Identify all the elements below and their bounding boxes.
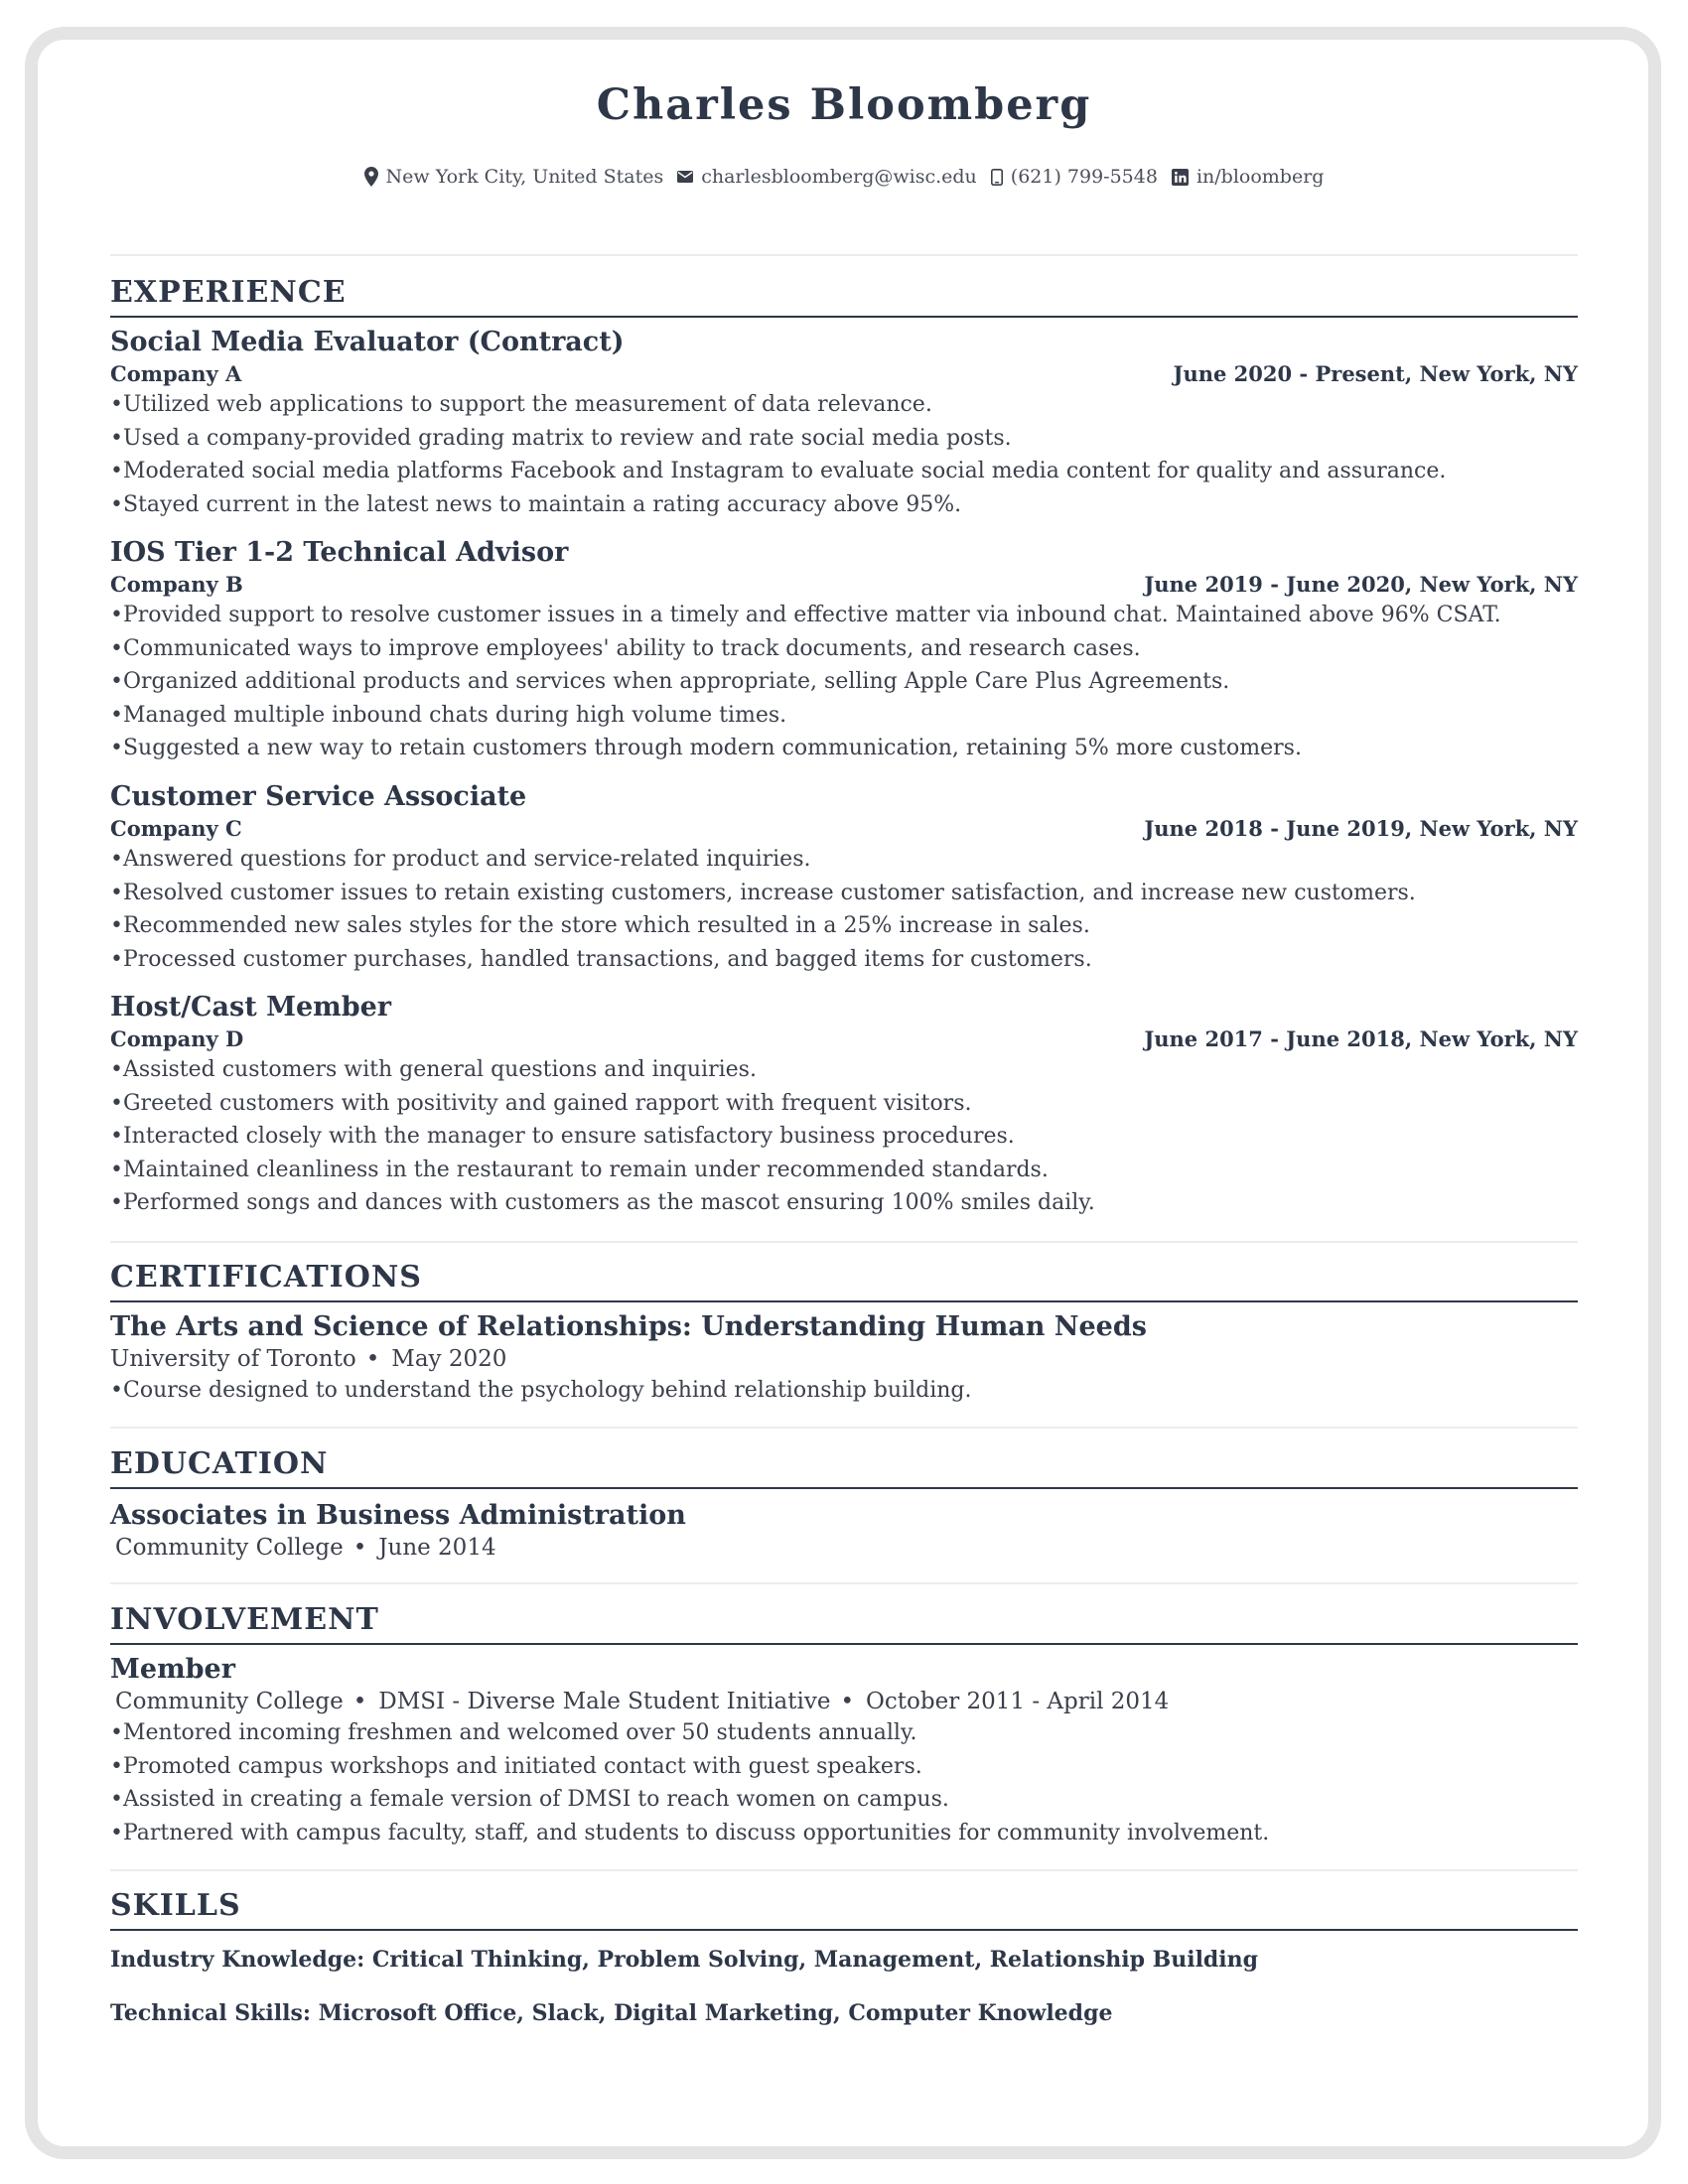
certification-meta (110, 1344, 1578, 1374)
bullet-item: • Moderated social media platforms Facebook and Instagram to evaluate social media content for quality and assurance. (110, 455, 1578, 488)
company-name: Company C (110, 816, 242, 841)
location-item (364, 166, 664, 188)
school-name: Community College (115, 1535, 344, 1561)
location-pin-icon (364, 167, 378, 187)
job-entry (110, 326, 1578, 521)
bullet-item: • Partnered with campus faculty, staff, and students to discuss opportunities for community involvement. (110, 1817, 1578, 1850)
certification-date: May 2020 (391, 1346, 507, 1372)
section-divider (110, 1241, 1578, 1243)
skills-entry (110, 1945, 1578, 2028)
candidate-name: Charles Bloomberg (596, 80, 1092, 130)
linkedin-item[interactable] (1172, 166, 1325, 188)
bullet-item: • Processed customer purchases, handled transactions, and bagged items for customers. (110, 943, 1578, 977)
section-title-experience: EXPERIENCE (110, 274, 1578, 318)
bullet-list (110, 1716, 1578, 1849)
involvement-role: Member (110, 1654, 235, 1685)
degree-name: Associates in Business Administration (110, 1500, 686, 1531)
bullet-list (110, 388, 1578, 521)
separator-dot (344, 1535, 379, 1561)
bullet-item: • Provided support to resolve customer issues in a timely and effective matter via inbound chat. Maintained above 96% CSAT. (110, 599, 1578, 632)
involvement-org: Community College (115, 1689, 344, 1714)
bullet-list (110, 1374, 1578, 1408)
involvement-meta (110, 1687, 1578, 1716)
bullet-item: • Assisted in creating a female version of DMSI to reach women on campus. (110, 1783, 1578, 1817)
education-entry (110, 1499, 1578, 1563)
bullet-item: • Managed multiple inbound chats during high volume times. (110, 699, 1578, 733)
education-date: June 2014 (378, 1535, 496, 1561)
company-name: Company A (110, 361, 242, 386)
separator-dot (356, 1346, 392, 1372)
section-title-skills: SKILLS (110, 1887, 1578, 1931)
bullet-list (110, 843, 1578, 976)
job-meta-row (110, 1024, 1578, 1053)
involvement-group: DMSI - Diverse Male Student Initiative (378, 1689, 831, 1714)
job-entry (110, 536, 1578, 765)
envelope-icon (677, 171, 693, 183)
job-title: Host/Cast Member (110, 992, 392, 1023)
bullet-item: • Answered questions for product and service-related inquiries. (110, 843, 1578, 877)
company-name: Company B (110, 572, 243, 597)
section-divider (110, 1427, 1578, 1429)
job-entry (110, 780, 1578, 976)
certification-entry (110, 1310, 1578, 1408)
bullet-item: • Performed songs and dances with customers as the mascot ensuring 100% smiles daily. (110, 1186, 1578, 1220)
job-meta-row (110, 570, 1578, 599)
location-text: New York City, United States (385, 166, 664, 188)
section-title-certifications: CERTIFICATIONS (110, 1259, 1578, 1302)
separator-dot (830, 1689, 866, 1714)
bullet-item: • Used a company-provided grading matrix to review and rate social media posts. (110, 422, 1578, 456)
linkedin-icon (1172, 169, 1189, 186)
job-title: IOS Tier 1-2 Technical Advisor (110, 537, 569, 568)
bullet-item: • Suggested a new way to retain customers through modern communication, retaining 5% more customers. (110, 732, 1578, 765)
email-link[interactable]: charlesbloomberg@wisc.edu (701, 166, 977, 188)
bullet-item: • Utilized web applications to support the measurement of data relevance. (110, 388, 1578, 422)
bullet-item: • Interacted closely with the manager to ensure satisfactory business procedures. (110, 1120, 1578, 1154)
bullet-item: • Stayed current in the latest news to maintain a rating accuracy above 95%. (110, 488, 1578, 522)
bullet-item: • Recommended new sales styles for the store which resulted in a 25% increase in sales. (110, 909, 1578, 943)
job-dates: June 2019 - June 2020, New York, NY (1144, 572, 1578, 597)
phone-icon (991, 169, 1003, 186)
bullet-item: • Promoted campus workshops and initiated contact with guest speakers. (110, 1750, 1578, 1784)
bullet-item: • Course designed to understand the psychology behind relationship building. (110, 1374, 1578, 1408)
education-meta (110, 1533, 1578, 1563)
certification-name: The Arts and Science of Relationships: Understanding Human Needs (110, 1311, 1147, 1342)
job-meta-row (110, 814, 1578, 843)
section-title-involvement: INVOLVEMENT (110, 1601, 1578, 1645)
bullet-item: • Organized additional products and services when appropriate, selling Apple Care Plus Agreements. (110, 665, 1578, 699)
involvement-entry (110, 1653, 1578, 1849)
involvement-dates: October 2011 - April 2014 (866, 1689, 1170, 1714)
bullet-item: • Resolved customer issues to retain existing customers, increase customer satisfaction, and increase new customers. (110, 877, 1578, 910)
bullet-item: • Mentored incoming freshmen and welcomed over 50 students annually. (110, 1716, 1578, 1750)
phone-item[interactable] (991, 166, 1158, 188)
job-title: Customer Service Associate (110, 781, 527, 812)
bullet-list (110, 599, 1578, 765)
separator-dot (344, 1689, 379, 1714)
section-divider (110, 1869, 1578, 1871)
phone-number[interactable]: (621) 799-5548 (1010, 166, 1158, 188)
header-divider (110, 254, 1578, 256)
bullet-item: • Communicated ways to improve employees' ability to track documents, and research cases. (110, 632, 1578, 666)
section-title-education: EDUCATION (110, 1445, 1578, 1489)
company-name: Company D (110, 1026, 244, 1051)
bullet-list (110, 1053, 1578, 1220)
job-entry (110, 991, 1578, 1220)
skill-line-technical: Technical Skills: Microsoft Office, Slack, Digital Marketing, Computer Knowledge (110, 2000, 1113, 2026)
job-meta-row (110, 359, 1578, 388)
bullet-item: • Maintained cleanliness in the restaurant to remain under recommended standards. (110, 1154, 1578, 1187)
job-dates: June 2018 - June 2019, New York, NY (1144, 816, 1578, 841)
job-dates: June 2017 - June 2018, New York, NY (1144, 1026, 1578, 1051)
bullet-item: • Assisted customers with general questions and inquiries. (110, 1053, 1578, 1087)
skill-line-industry: Industry Knowledge: Critical Thinking, Problem Solving, Management, Relationship Building (110, 1947, 1259, 1973)
bullet-item: • Greeted customers with positivity and gained rapport with frequent visitors. (110, 1087, 1578, 1121)
email-item[interactable] (677, 166, 977, 188)
job-title: Social Media Evaluator (Contract) (110, 327, 625, 357)
contact-bar (110, 161, 1578, 193)
certification-issuer: University of Toronto (110, 1346, 356, 1372)
linkedin-link[interactable]: in/bloomberg (1196, 166, 1325, 188)
section-divider (110, 1582, 1578, 1584)
job-dates: June 2020 - Present, New York, NY (1173, 361, 1578, 386)
